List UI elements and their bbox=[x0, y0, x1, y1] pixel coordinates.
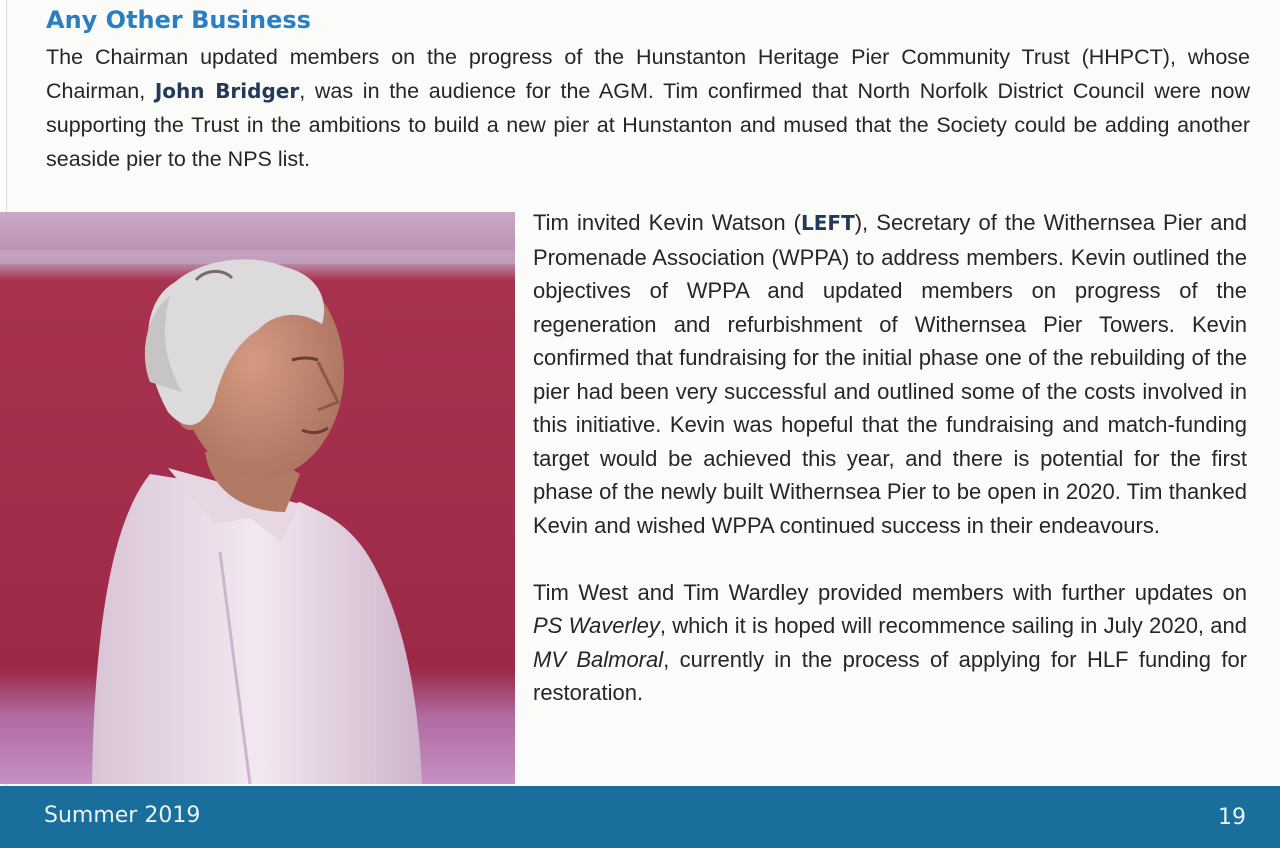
speaker-portrait-icon bbox=[0, 212, 515, 784]
p1-text-end: ), Secretary of the Withernsea Pier and Promenade Association (WPPA) to address members. Kevin outlined the objectives of WPPA and updated members on progress of the regeneration and refurbishment of Withernsea Pier Towers. Kevin confirmed that fundraising for the initial phase one of the rebuilding of the pier had been very successful and outlined some of the costs involved in this initiative. Kevin was hopeful that the fundraising and match-funding target would be achieved this year, and there is potential for the first phase of the newly built Withernsea Pier to be open in 2020. Tim thanked Kevin and wished WPPA continued success in their endeavours. bbox=[533, 210, 1247, 538]
p2-text-middle: , which it is hoped will recommence sailing in July 2020, and bbox=[659, 613, 1247, 638]
section-title: Any Other Business bbox=[46, 6, 311, 34]
intro-text-start: The Chairman updated members on the progress of the Hunstanton Heritage Pier Community Trust (HHPCT), whose Chairman, bbox=[46, 45, 1250, 103]
p2-italic-mv-balmoral: MV Balmoral bbox=[533, 646, 664, 672]
p2-italic-ps-waverley: PS Waverley bbox=[533, 613, 660, 638]
article-paragraph-2 bbox=[533, 576, 1247, 710]
footer-page-number: 19 bbox=[1218, 805, 1246, 830]
footer-issue-label: Summer 2019 bbox=[44, 803, 201, 828]
p2-text-start: Tim West and Tim Wardley provided members with further updates on bbox=[533, 579, 1247, 605]
speaker-photo bbox=[0, 212, 515, 784]
intro-text-end: , was in the audience for the AGM. Tim confirmed that North Norfolk District Council were now supporting the Trust in the ambitions to build a new pier at Hunstanton and mused that the Society could be adding another seaside pier to the NPS list. bbox=[46, 79, 1250, 171]
p2-text-end: , currently in the process of applying for HLF funding for restoration. bbox=[533, 646, 1248, 705]
page-footer bbox=[0, 786, 1280, 848]
article-paragraph-1 bbox=[533, 206, 1247, 542]
p1-text-start: Tim invited Kevin Watson ( bbox=[533, 210, 801, 235]
article-body bbox=[533, 206, 1247, 710]
p1-bold-left: LEFT bbox=[801, 211, 855, 235]
intro-name-bold: John Bridger bbox=[154, 79, 300, 103]
intro-paragraph bbox=[46, 40, 1250, 176]
